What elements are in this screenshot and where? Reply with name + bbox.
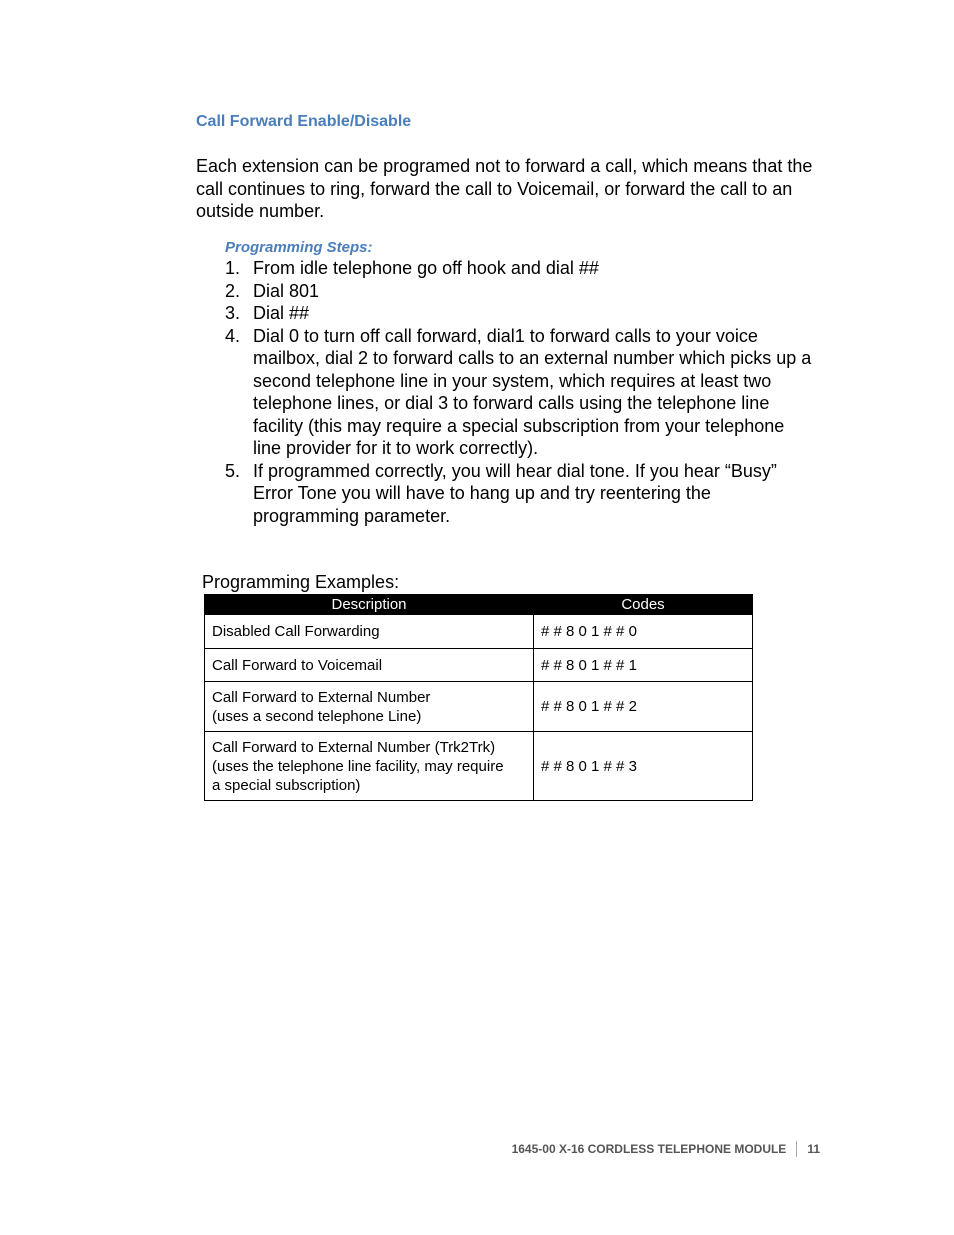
description-cell: Call Forward to Voicemail <box>205 649 534 682</box>
section-heading: Call Forward Enable/Disable <box>196 113 412 130</box>
table-row <box>205 649 753 682</box>
code-cell: # # 8 0 1 # # 0 <box>534 615 753 649</box>
page-footer <box>512 1141 820 1157</box>
step-item: 4. Dial 0 to turn off call forward, dial1 to forward calls to your voice mailbox, dial 2 to forward calls to an external number which picks up a second telephone line in your system, which requires at least two telephone lines, or dial 3 to forward calls using the telephone line facility (this may require a special subscription from your telephone line provider for it to work correctly). <box>225 325 812 458</box>
footer-title: 1645-00 X-16 CORDLESS TELEPHONE MODULE <box>511 1142 787 1156</box>
table-header-row <box>205 595 753 615</box>
examples-title: Programming Examples: <box>202 572 400 592</box>
intro-paragraph: Each extension can be programed not to forward a call, which means that the call continues to ring, forward the call to Voicemail, or forward the call to an outside number. <box>196 156 813 221</box>
description-cell: Call Forward to External Number (Trk2Trk) (uses the telephone line facility, may require a special subscription) <box>205 732 534 801</box>
description-cell: Disabled Call Forwarding <box>205 615 534 649</box>
column-header-codes: Codes <box>534 595 753 615</box>
code-cell: # # 8 0 1 # # 2 <box>534 682 753 732</box>
step-item: 5. If programmed correctly, you will hear dial tone. If you hear “Busy” Error Tone you will have to hang up and try reentering the programming parameter. <box>225 460 777 526</box>
step-item: 1. From idle telephone go off hook and dial ## <box>225 258 599 278</box>
code-cell: # # 8 0 1 # # 3 <box>534 732 753 801</box>
steps-list <box>225 257 815 527</box>
column-header-description: Description <box>205 595 534 615</box>
description-cell: Call Forward to External Number (uses a second telephone Line) <box>205 682 534 732</box>
table-row <box>205 615 753 649</box>
table-row <box>205 732 753 801</box>
page-number: 11 <box>807 1142 820 1156</box>
step-item: 3. Dial ## <box>225 303 310 323</box>
table-row <box>205 682 753 732</box>
footer-divider <box>796 1141 797 1157</box>
step-item: 2. Dial 801 <box>225 280 320 301</box>
examples-table <box>204 594 753 801</box>
steps-title: Programming Steps: <box>225 239 373 256</box>
code-cell: # # 8 0 1 # # 1 <box>534 649 753 682</box>
